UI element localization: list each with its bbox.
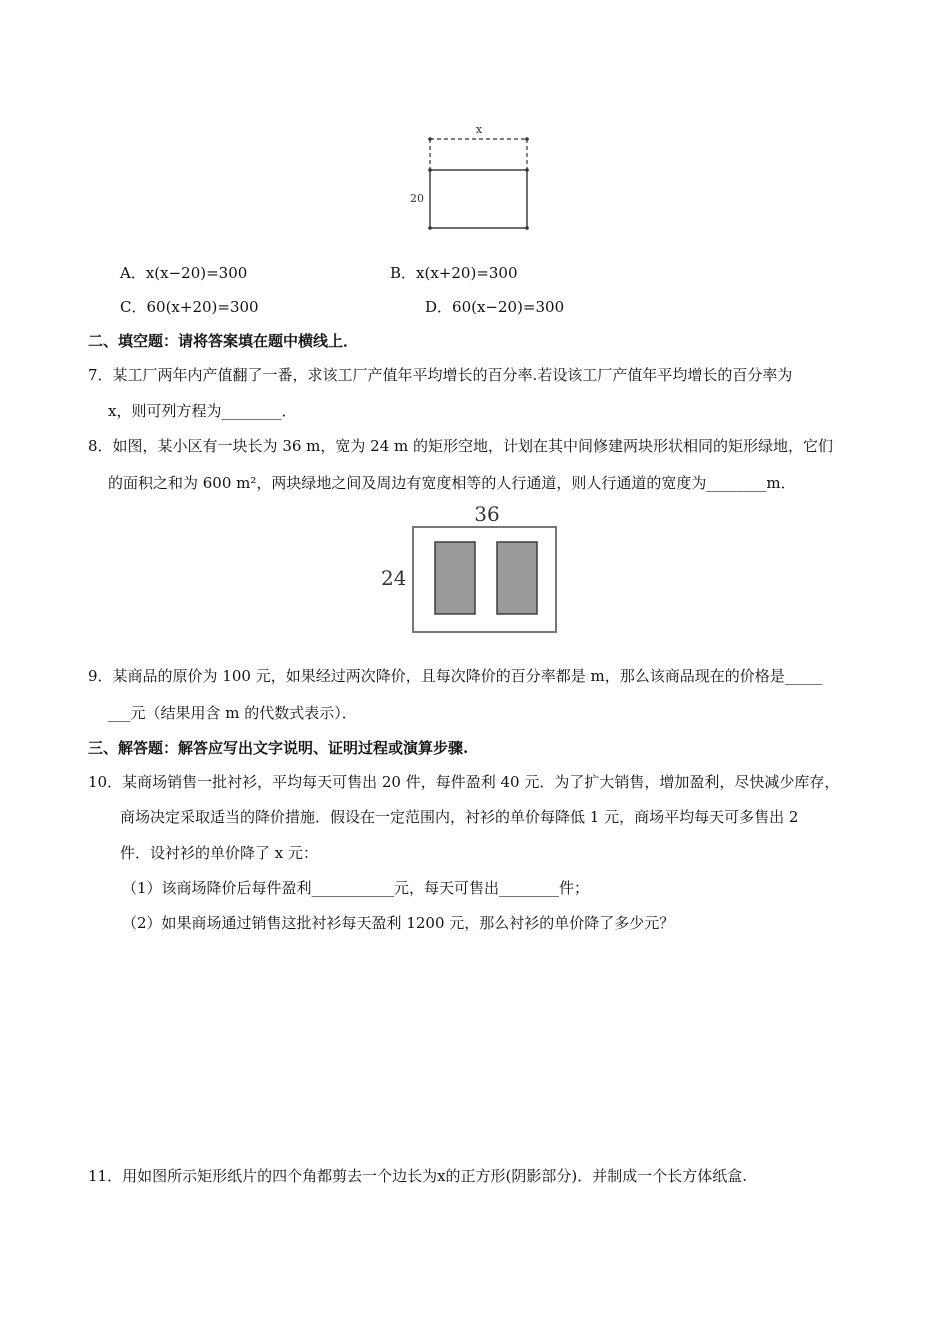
- figure2-top-label: 36: [474, 502, 500, 526]
- figure1-top-label: x: [475, 123, 483, 136]
- figure-rectangle-x-20: [400, 118, 540, 236]
- q7-line2: x，则可列方程为________．: [108, 402, 297, 420]
- q10-sub1: （1）该商场降价后每件盈利___________元，每天可售出________件；: [122, 879, 590, 897]
- figure2-side-label: 24: [381, 566, 407, 590]
- choice-c: C．60(x+20)=300: [120, 298, 259, 316]
- choice-b: B．x(x+20)=300: [390, 264, 518, 282]
- q8-line2: 的面积之和为 600 m²，两块绿地之间及周边有宽度相等的人行通道，则人行通道的宽度为________m．: [108, 474, 796, 492]
- figure-plot-36-24: [375, 500, 565, 640]
- q8-line1: 8．如图，某小区有一块长为 36 m，宽为 24 m 的矩形空地，计划在其中间修建两块形状相同的矩形绿地，它们: [88, 437, 834, 455]
- q10-sub2: （2）如果商场通过销售这批衬衫每天盈利 1200 元，那么衬衫的单价降了多少元？: [122, 914, 675, 932]
- q11-line1: 11．用如图所示矩形纸片的四个角都剪去一个边长为x的正方形(阴影部分)．并制成一个长方体纸盒.: [88, 1167, 748, 1185]
- q9-line2: ___元（结果用含 m 的代数式表示）．: [108, 704, 357, 722]
- q10-line3: 件．设衬衫的单价降了 x 元：: [120, 844, 318, 862]
- figure1-side-label: 20: [410, 192, 424, 205]
- choice-a: A．x(x−20)=300: [120, 264, 248, 282]
- section3-heading: 三、解答题：解答应写出文字说明、证明过程或演算步骤.: [88, 739, 469, 757]
- q9-line1: 9．某商品的原价为 100 元，如果经过两次降价，且每次降价的百分率都是 m，那么该商品现在的价格是_____: [88, 667, 823, 685]
- q10-line1: 10．某商场销售一批衬衫，平均每天可售出 20 件，每件盈利 40 元．为了扩大销售，增加盈利，尽快减少库存，: [88, 773, 840, 791]
- choice-d: D．60(x−20)=300: [425, 298, 565, 316]
- q10-line2: 商场决定采取适当的降价措施．假设在一定范围内，衬衫的单价每降低 1 元，商场平均每天可多售出 2: [120, 808, 799, 826]
- section2-heading: 二、填空题：请将答案填在题中横线上．: [88, 332, 359, 350]
- q7-line1: 7．某工厂两年内产值翻了一番，求该工厂产值年平均增长的百分率.若设该工厂产值年平均增长的百分率为: [88, 366, 793, 384]
